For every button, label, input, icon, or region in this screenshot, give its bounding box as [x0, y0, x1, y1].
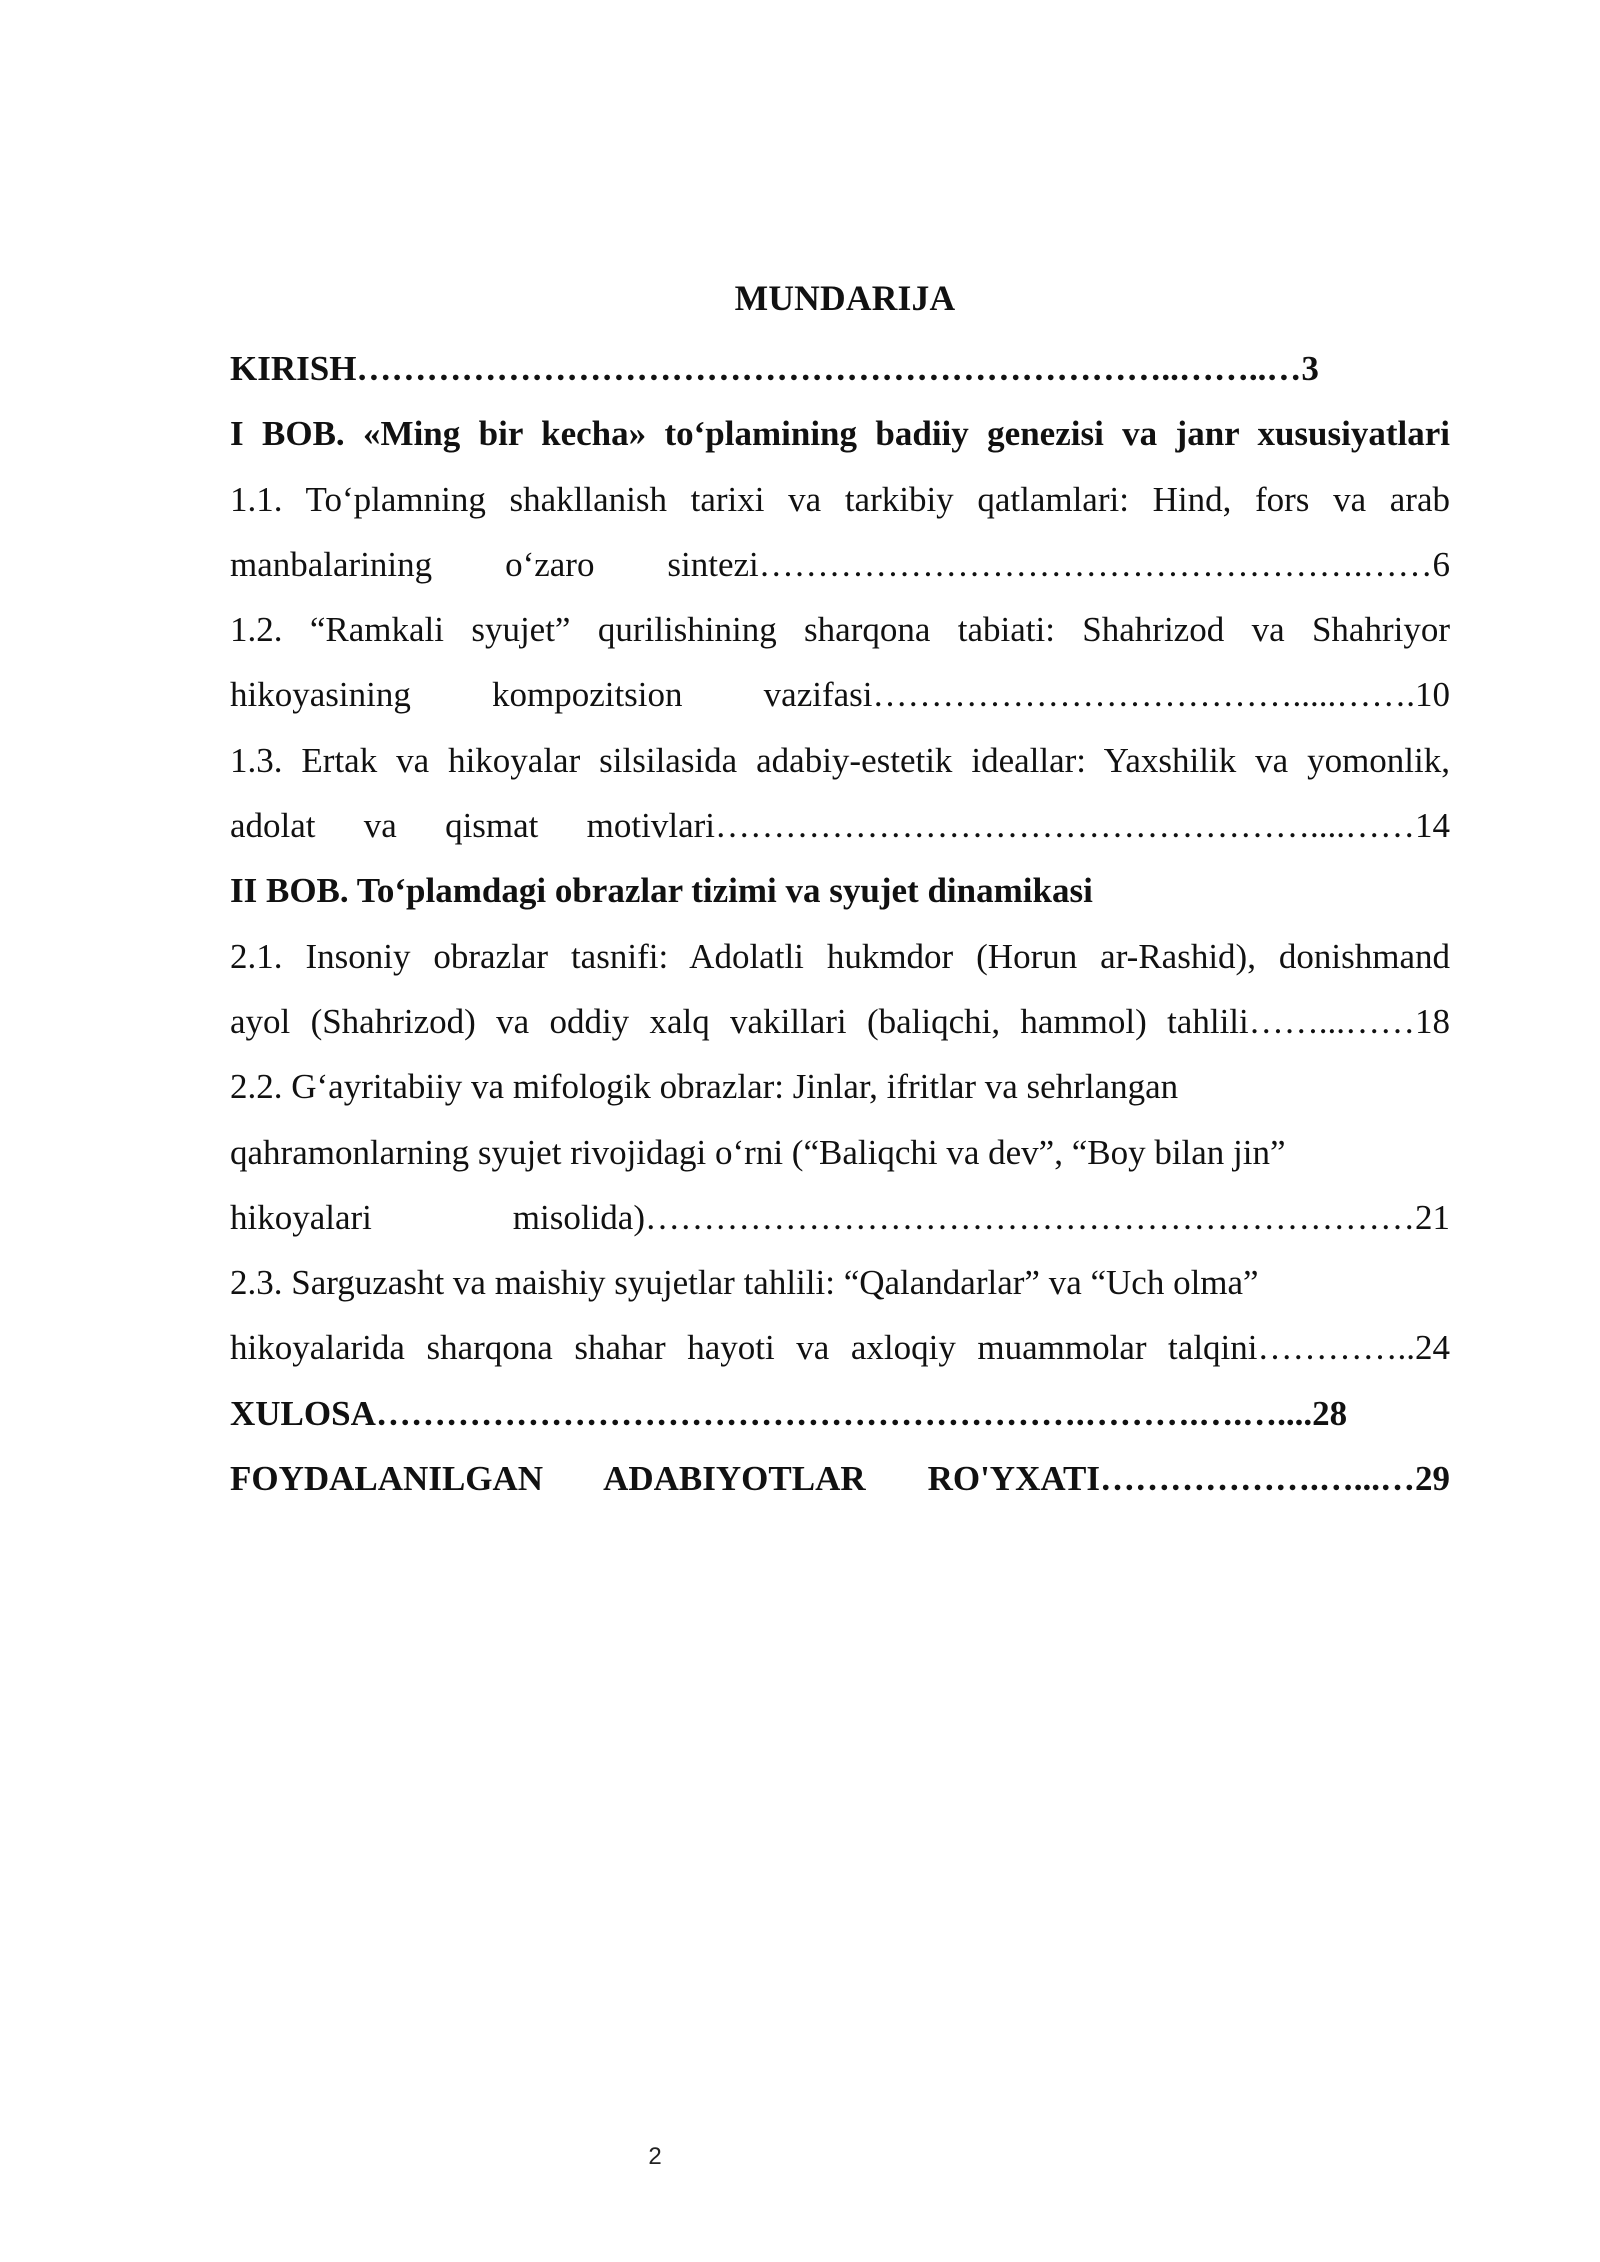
toc-entry-2-2-line-1: 2.2. G‘ayritabiiy va mifologik obrazlar: Jinlar, ifritlar va sehrlangan — [230, 1067, 1179, 1107]
toc-entry-kirish: KIRISH……………………………………………………………..……..…3 — [230, 349, 1319, 388]
toc-entry-2-1-line-1: 2.1. Insoniy obrazlar tasnifi: Adolatli hukmdor (Horun ar-Rashid), donishmand — [230, 936, 1450, 976]
toc-entry-references: FOYDALANILGAN ADABIYOTLAR RO'YXATI……………….…...…29 — [230, 1459, 1450, 1499]
toc-chapter-1-heading: I BOB. «Ming bir kecha» to‘plamining badiiy genezisi va janr xususiyatlari — [230, 414, 1450, 454]
toc-entry-2-2-line-2: qahramonlarning syujet rivojidagi o‘rni (“Baliqchi va dev”, “Boy bilan jin” — [230, 1132, 1286, 1172]
toc-chapter-2-heading: II BOB. To‘plamdagi obrazlar tizimi va syujet dinamikasi — [230, 871, 1093, 911]
toc-entry-2-3-line-2: hikoyalarida sharqona shahar hayoti va axloqiy muammolar talqini…………..24 — [230, 1328, 1450, 1368]
toc-entry-1-2-line-1: 1.2. “Ramkali syujet” qurilishining sharqona tabiati: Shahrizod va Shahriyor — [230, 610, 1450, 650]
toc-entry-1-1-line-1: 1.1. To‘plamning shakllanish tarixi va tarkibiy qatlamlari: Hind, fors va arab — [230, 479, 1450, 519]
toc-entry-xulosa: XULOSA…………………………………………………….……….….…....28 — [230, 1393, 1348, 1433]
toc-entry-2-3-line-1: 2.3. Sarguzasht va maishiy syujetlar tahlili: “Qalandarlar” va “Uch olma” — [230, 1263, 1259, 1303]
table-of-contents — [230, 336, 1450, 1511]
toc-entry-1-3-line-1: 1.3. Ertak va hikoyalar silsilasida adabiy-estetik ideallar: Yaxshilik va yomonlik, — [230, 740, 1450, 780]
toc-entry-1-1-line-2: manbalarining o‘zaro sintezi…………………………………………….……6 — [230, 544, 1450, 584]
page-number: 2 — [648, 2143, 662, 2170]
toc-entry-2-1-line-2: ayol (Shahrizod) va oddiy xalq vakillari (baliqchi, hammol) tahlili……...……18 — [230, 1001, 1450, 1041]
toc-entry-2-2-line-3: hikoyalari misolida)…………………………………………………………21 — [230, 1197, 1450, 1237]
toc-entry-1-3-line-2: adolat va qismat motivlari……………………………………………....……14 — [230, 806, 1450, 846]
toc-entry-1-2-line-2: hikoyasining kompozitsion vazifasi……………………………….....…….10 — [230, 675, 1450, 715]
page-title: MUNDARIJA — [734, 278, 956, 318]
